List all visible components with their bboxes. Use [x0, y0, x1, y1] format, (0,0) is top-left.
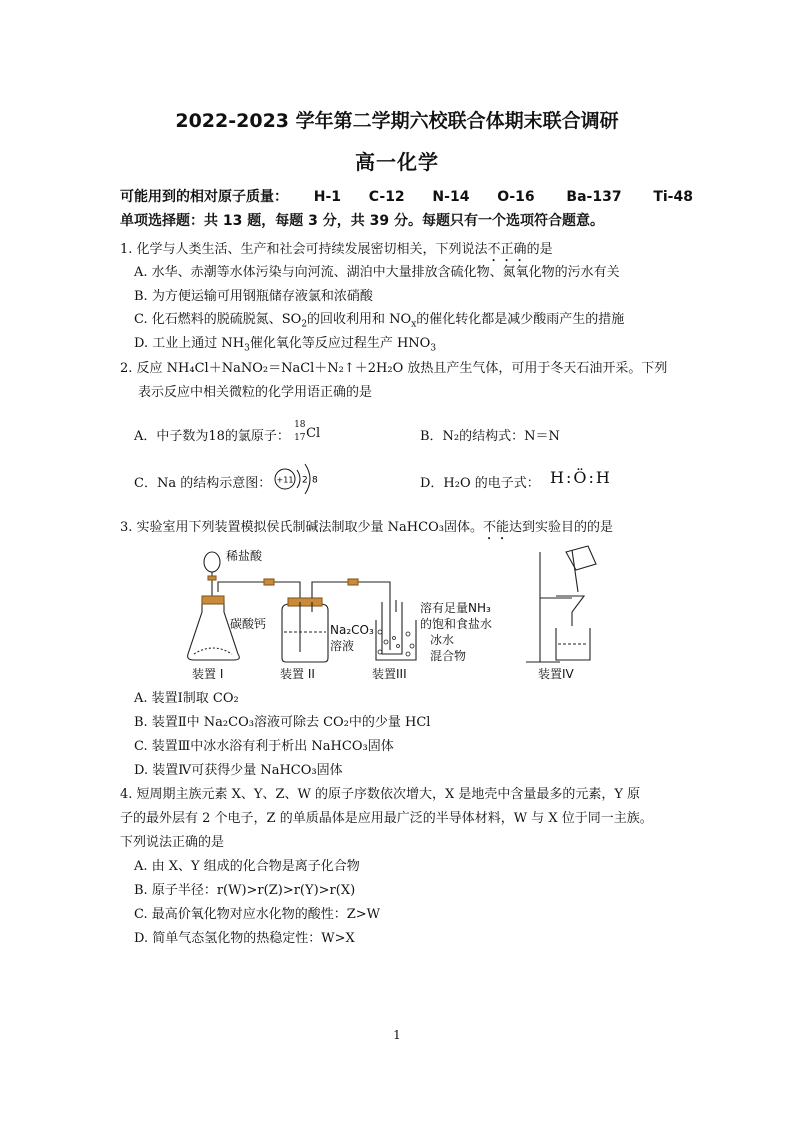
q1-option-d	[134, 332, 436, 354]
filter-funnel	[556, 596, 584, 626]
tube-connector-1	[264, 579, 274, 585]
atomic-mass-h: H-1	[313, 189, 342, 205]
q2-option-d: D．H₂O 的电子式：	[420, 476, 540, 491]
q4-option-b: B. 原子半径：r(W)>r(Z)>r(Y)>r(X)	[134, 883, 356, 898]
label-device-4: 装置IV	[538, 667, 574, 681]
q2-option-b: B．N₂的结构式：N＝N	[420, 429, 560, 444]
q1-option-c	[134, 308, 624, 330]
q1-stem-emphasis: 不正确	[487, 242, 527, 257]
q3-stem-end: 达到实验目的的是	[508, 520, 613, 535]
exam-title: 2022-2023 学年第二学期六校联合体期末联合调研	[175, 110, 619, 132]
q1-c-subx: x	[411, 319, 417, 330]
q2-stem-line2: 表示反应中相关微粒的化学用语正确的是	[138, 385, 373, 400]
q1-option-b: B. 为方便运输可用钢瓶储存液氯和浓硝酸	[134, 289, 373, 304]
q3-option-b: B. 装置Ⅱ中 Na₂CO₃溶液可除去 CO₂中的少量 HCl	[134, 715, 431, 730]
label-solution: 溶液	[330, 639, 355, 653]
q2-option-c: C．Na 的结构示意图：	[134, 476, 272, 491]
atomic-mass-ti: Ti-48	[653, 189, 693, 205]
q3-stem-text: 3. 实验室用下列装置模拟侯氏制碱法制取少量 NaHCO₃固体。	[120, 520, 483, 535]
label-na2co3: Na₂CO₃	[330, 623, 374, 637]
atomic-mass-n: N-14	[432, 189, 470, 205]
label-mixture: 混合物	[430, 649, 467, 663]
q3-stem	[120, 516, 613, 543]
label-device-2: 装置 II	[280, 667, 315, 681]
q2-a-text: A．中子数为18的氯原子：	[134, 429, 290, 444]
q1-stem-end: 的是	[526, 242, 553, 257]
sodium-structure-diagram	[272, 459, 324, 499]
q2-option-a	[134, 419, 324, 448]
q2-a-isotope	[294, 419, 324, 448]
pouring-beaker	[566, 546, 596, 570]
section-instructions: 单项选择题：共 13 题，每题 3 分，共 39 分。每题只有一个选项符合题意。	[120, 213, 604, 229]
washing-bottle	[282, 604, 328, 662]
q1-c-part3: 的催化转化都是减少酸雨产生的措施	[416, 312, 625, 327]
separatory-funnel	[204, 552, 220, 572]
q1-c-part2: 的回收利用和 NO	[307, 312, 412, 327]
atomic-mass-label: 可能用到的相对原子质量：	[120, 189, 288, 205]
tube-connector-2	[348, 579, 358, 585]
label-device-1: 装置 I	[192, 667, 224, 681]
q4-stem-line3: 下列说法正确的是	[120, 835, 225, 850]
q1-option-a: A. 水华、赤潮等水体污染与向河流、湖泊中大量排放含硫化物、氮氧化物的污水有关	[134, 265, 620, 280]
q1-d-part1: D. 工业上通过 NH	[134, 336, 245, 351]
q4-option-d: D. 简单气态氢化物的热稳定性：W>X	[134, 931, 355, 946]
q4-stem-line2: 子的最外层有 2 个电子，Z 的单质晶体是应用最广泛的半导体材料，W 与 X 位于同一主族。	[120, 811, 653, 826]
label-ice-water: 冰水	[430, 633, 455, 647]
q1-d-sub: 3	[244, 343, 250, 354]
q1-d-sub2: 3	[430, 343, 437, 354]
page-number: 1	[393, 1028, 401, 1042]
q2-stem-line1: 2. 反应 NH₄Cl＋NaNO₂＝NaCl＋N₂↑＋2H₂O 放热且产生气体，可用于冬天石油开采。下列	[120, 361, 668, 376]
q3-stem-emphasis: 不能	[482, 520, 509, 535]
label-dilute-hcl: 稀盐酸	[226, 549, 263, 563]
na-shell-1-electrons: 2	[302, 475, 308, 486]
atomic-mass-ba: Ba-137	[566, 189, 622, 205]
q1-stem-text: 1. 化学与人类生活、生产和社会可持续发展密切相关，下列说法	[120, 242, 488, 257]
na-shell-2-electrons: 8	[312, 475, 318, 486]
label-nh3-solution: 溶有足量NH₃	[420, 601, 491, 615]
funnel-stopcock	[208, 576, 216, 580]
na-nucleus-charge: +11	[276, 475, 294, 485]
label-saturated-brine: 的饱和食盐水	[420, 617, 493, 631]
label-caco3: 碳酸钙	[230, 617, 267, 631]
q2-a-symbol: Cl	[306, 425, 321, 441]
atomic-mass-o: O-16	[497, 189, 535, 205]
q3-option-a: A. 装置Ⅰ制取 CO₂	[134, 691, 239, 706]
q3-option-d: D. 装置Ⅳ可获得少量 NaHCO₃固体	[134, 763, 343, 778]
atomic-mass-c: C-12	[368, 189, 405, 205]
q2-a-mass: 18	[294, 419, 306, 430]
apparatus-figure	[180, 542, 620, 682]
label-device-3: 装置III	[372, 667, 407, 681]
water-electron-formula: H:Ö:H	[550, 468, 612, 487]
q1-d-part2: 催化氧化等反应过程生产 HNO	[249, 336, 431, 351]
q1-c-sub: 2	[301, 319, 308, 330]
q2-a-number: 17	[294, 432, 306, 443]
exam-subject: 高一化学	[355, 150, 439, 174]
reaction-tube	[382, 602, 402, 654]
atomic-mass-line	[120, 186, 693, 206]
q4-option-c: C. 最高价氧化物对应水化物的酸性：Z>W	[134, 907, 381, 922]
q4-stem-line1: 4. 短周期主族元素 X、Y、Z、W 的原子序数依次增大，X 是地壳中含量最多的元素，Y 原	[120, 787, 641, 802]
q4-option-a: A. 由 X、Y 组成的化合物是离子化合物	[134, 859, 360, 874]
q1-c-part1: C. 化石燃料的脱硫脱氮、SO	[134, 312, 302, 327]
q3-option-c: C. 装置Ⅲ中冰水浴有利于析出 NaHCO₃固体	[134, 739, 394, 754]
